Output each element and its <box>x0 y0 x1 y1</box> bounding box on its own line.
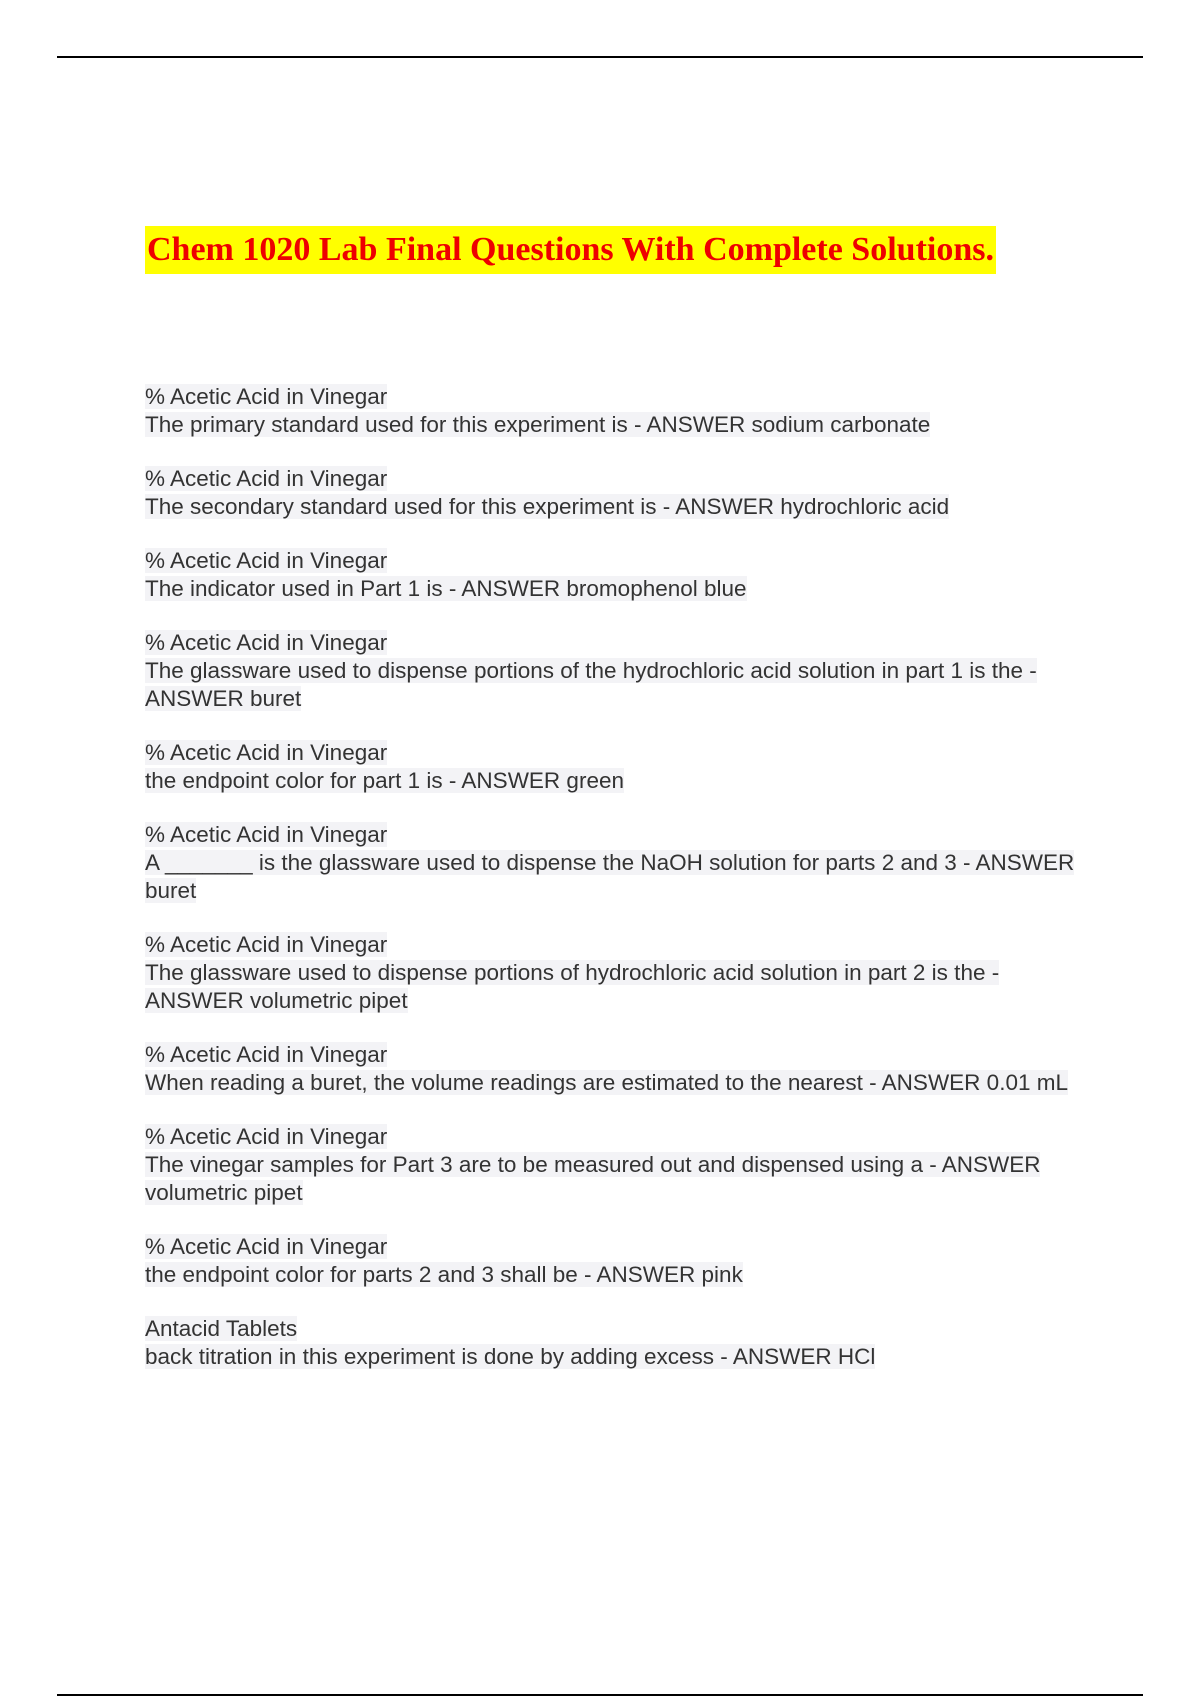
qa-item <box>145 1233 1085 1289</box>
qa-item <box>145 383 1085 439</box>
qa-text: The indicator used in Part 1 is - ANSWER bromophenol blue <box>145 576 747 601</box>
qa-topic: % Acetic Acid in Vinegar <box>145 466 388 491</box>
qa-topic: % Acetic Acid in Vinegar <box>145 740 388 765</box>
qa-topic: % Acetic Acid in Vinegar <box>145 1124 388 1149</box>
qa-item <box>145 547 1085 603</box>
qa-topic: % Acetic Acid in Vinegar <box>145 822 388 847</box>
qa-topic: % Acetic Acid in Vinegar <box>145 1234 388 1259</box>
qa-list <box>145 383 1085 1397</box>
qa-item <box>145 1041 1085 1097</box>
qa-text: The primary standard used for this experiment is - ANSWER sodium carbonate <box>145 412 931 437</box>
qa-text: The glassware used to dispense portions of the hydrochloric acid solution in part 1 is the - ANSWER buret <box>145 658 1037 711</box>
qa-item <box>145 1123 1085 1207</box>
qa-item <box>145 739 1085 795</box>
qa-text: back titration in this experiment is done by adding excess - ANSWER HCl <box>145 1344 876 1369</box>
qa-topic: % Acetic Acid in Vinegar <box>145 1042 388 1067</box>
qa-topic: % Acetic Acid in Vinegar <box>145 548 388 573</box>
qa-item <box>145 931 1085 1015</box>
qa-text: The vinegar samples for Part 3 are to be measured out and dispensed using a - ANSWER volumetric pipet <box>145 1152 1041 1205</box>
qa-topic: % Acetic Acid in Vinegar <box>145 384 388 409</box>
qa-text: When reading a buret, the volume readings are estimated to the nearest - ANSWER 0.01 mL <box>145 1070 1068 1095</box>
qa-text: the endpoint color for part 1 is - ANSWER green <box>145 768 624 793</box>
qa-item <box>145 1315 1085 1371</box>
bottom-rule <box>57 1694 1143 1696</box>
qa-topic: Antacid Tablets <box>145 1316 298 1341</box>
qa-item <box>145 465 1085 521</box>
document-title: Chem 1020 Lab Final Questions With Complete Solutions. <box>145 226 996 274</box>
top-rule <box>57 56 1143 58</box>
qa-topic: % Acetic Acid in Vinegar <box>145 630 388 655</box>
qa-text: the endpoint color for parts 2 and 3 shall be - ANSWER pink <box>145 1262 743 1287</box>
qa-text: The glassware used to dispense portions of hydrochloric acid solution in part 2 is the - ANSWER volumetric pipet <box>145 960 1000 1013</box>
qa-item <box>145 629 1085 713</box>
qa-text: A _______ is the glassware used to dispense the NaOH solution for parts 2 and 3 - ANSWER buret <box>145 850 1075 903</box>
qa-item <box>145 821 1085 905</box>
qa-text: The secondary standard used for this experiment is - ANSWER hydrochloric acid <box>145 494 950 519</box>
qa-topic: % Acetic Acid in Vinegar <box>145 932 388 957</box>
title-block <box>145 226 996 274</box>
